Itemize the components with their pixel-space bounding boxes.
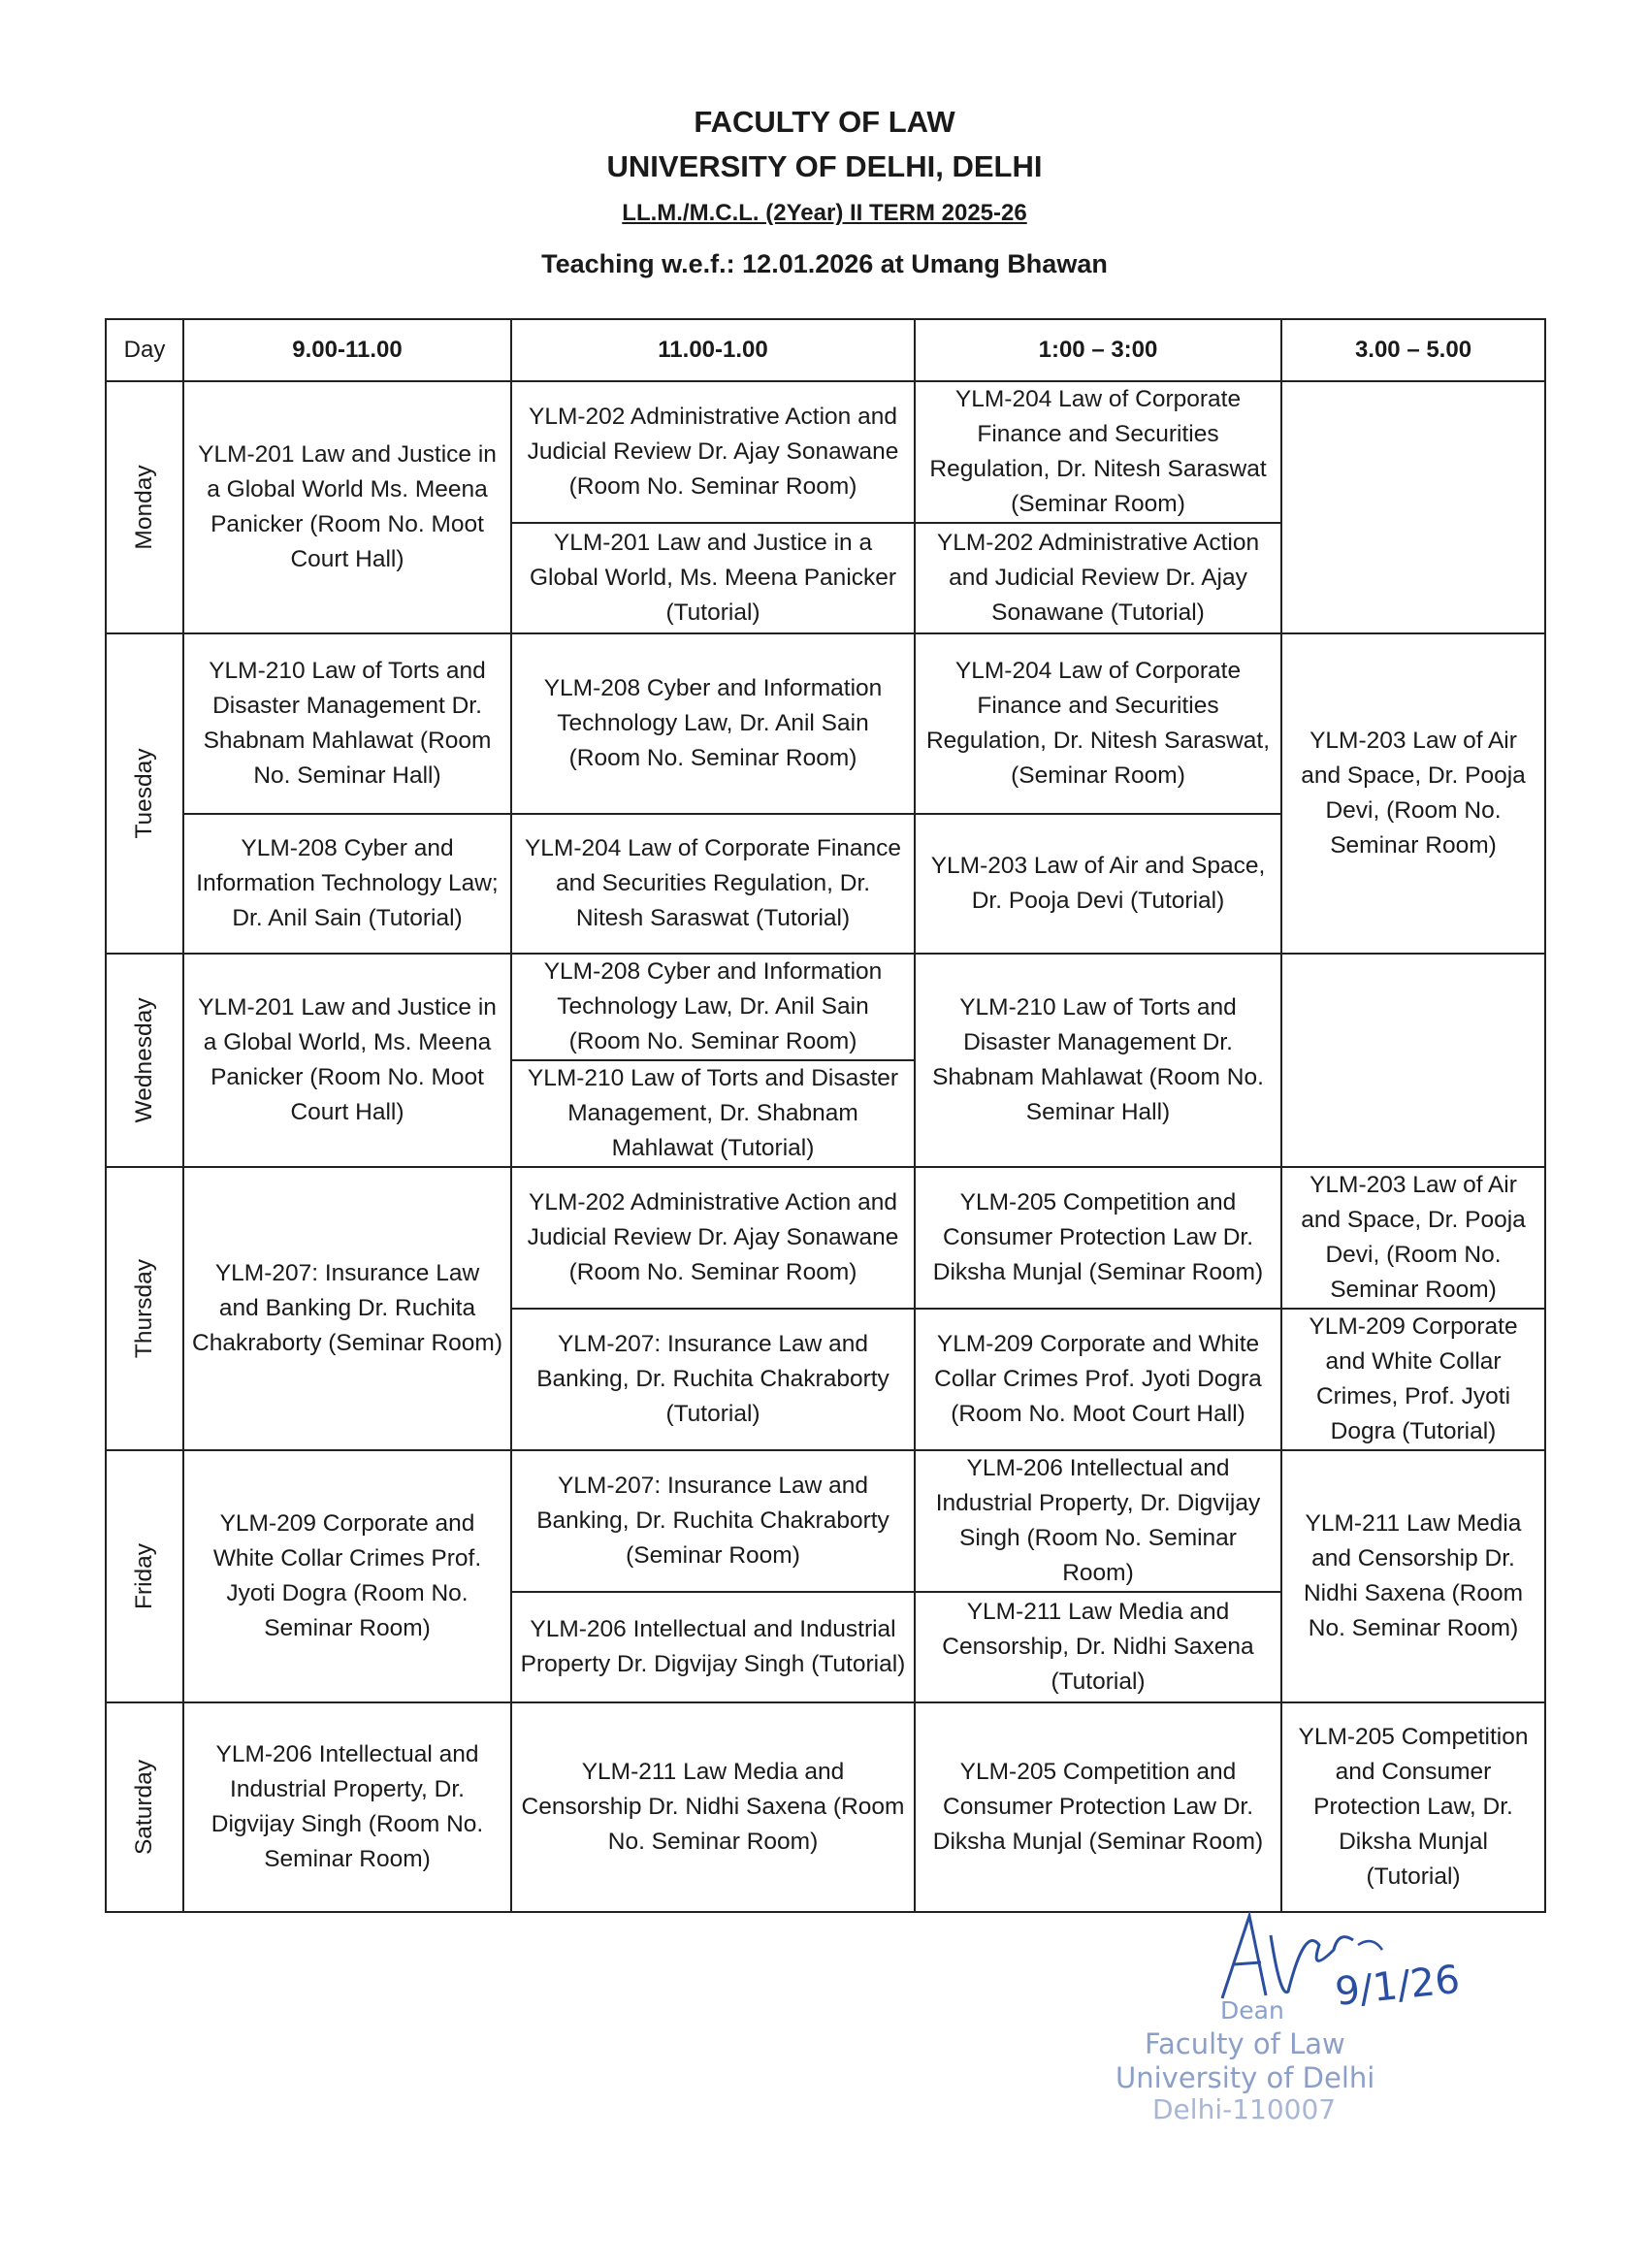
day-saturday: Saturday bbox=[106, 1702, 183, 1912]
stamp-dean: Dean bbox=[1220, 1996, 1284, 2025]
day-thursday: Thursday bbox=[106, 1167, 183, 1450]
thursday-slot-4b: YLM-209 Corporate and White Collar Crimes, Prof. Jyoti Dogra (Tutorial) bbox=[1281, 1309, 1545, 1450]
day-friday: Friday bbox=[106, 1450, 183, 1702]
tuesday-slot-2b: YLM-204 Law of Corporate Finance and Securities Regulation, Dr. Nitesh Saraswat (Tutorial) bbox=[511, 814, 915, 954]
thursday-row bbox=[106, 1167, 1545, 1309]
saturday-slot-3: YLM-205 Competition and Consumer Protection Law Dr. Diksha Munjal (Seminar Room) bbox=[915, 1702, 1281, 1912]
friday-slot-1: YLM-209 Corporate and White Collar Crimes Prof. Jyoti Dogra (Room No. Seminar Room) bbox=[183, 1450, 511, 1702]
day-monday: Monday bbox=[106, 381, 183, 633]
wednesday-slot-4 bbox=[1281, 954, 1545, 1167]
header-slot-3: 1:00 – 3:00 bbox=[915, 319, 1281, 381]
stamp-address: Delhi-110007 bbox=[1152, 2093, 1337, 2125]
monday-slot-2a: YLM-202 Administrative Action and Judicial Review Dr. Ajay Sonawane (Room No. Seminar Room) bbox=[511, 381, 915, 523]
program-term: LL.M./M.C.L. (2Year) II TERM 2025-26 bbox=[622, 200, 1027, 226]
header-day: Day bbox=[106, 319, 183, 381]
saturday-slot-1: YLM-206 Intellectual and Industrial Property, Dr. Digvijay Singh (Room No. Seminar Room) bbox=[183, 1702, 511, 1912]
tuesday-slot-1b: YLM-208 Cyber and Information Technology Law; Dr. Anil Sain (Tutorial) bbox=[183, 814, 511, 954]
monday-slot-4 bbox=[1281, 381, 1545, 633]
friday-slot-3b: YLM-211 Law Media and Censorship, Dr. Nidhi Saxena (Tutorial) bbox=[915, 1592, 1281, 1702]
signature-date: 9/1/26 bbox=[1333, 1957, 1463, 2015]
faculty-title: FACULTY OF LAW bbox=[694, 105, 955, 139]
tuesday-slot-3b: YLM-203 Law of Air and Space, Dr. Pooja Devi (Tutorial) bbox=[915, 814, 1281, 954]
tuesday-slot-4: YLM-203 Law of Air and Space, Dr. Pooja Devi, (Room No. Seminar Room) bbox=[1281, 633, 1545, 954]
monday-slot-1: YLM-201 Law and Justice in a Global World Ms. Meena Panicker (Room No. Moot Court Hall) bbox=[183, 381, 511, 633]
friday-slot-3a: YLM-206 Intellectual and Industrial Property, Dr. Digvijay Singh (Room No. Seminar Room) bbox=[915, 1450, 1281, 1592]
thursday-slot-1: YLM-207: Insurance Law and Banking Dr. Ruchita Chakraborty (Seminar Room) bbox=[183, 1167, 511, 1450]
wednesday-slot-1: YLM-201 Law and Justice in a Global World, Ms. Meena Panicker (Room No. Moot Court Hall) bbox=[183, 954, 511, 1167]
tuesday-slot-3a: YLM-204 Law of Corporate Finance and Securities Regulation, Dr. Nitesh Saraswat, (Seminar Room) bbox=[915, 633, 1281, 814]
day-tuesday: Tuesday bbox=[106, 633, 183, 954]
stamp-university: University of Delhi bbox=[1116, 2061, 1375, 2094]
tuesday-row bbox=[106, 633, 1545, 814]
wednesday-slot-3: YLM-210 Law of Torts and Disaster Management Dr. Shabnam Mahlawat (Room No. Seminar Hall) bbox=[915, 954, 1281, 1167]
wednesday-slot-2a: YLM-208 Cyber and Information Technology Law, Dr. Anil Sain (Room No. Seminar Room) bbox=[511, 954, 915, 1060]
monday-slot-2b: YLM-201 Law and Justice in a Global World, Ms. Meena Panicker (Tutorial) bbox=[511, 523, 915, 633]
wednesday-row bbox=[106, 954, 1545, 1060]
thursday-slot-2a: YLM-202 Administrative Action and Judicial Review Dr. Ajay Sonawane (Room No. Seminar Room) bbox=[511, 1167, 915, 1309]
friday-row bbox=[106, 1450, 1545, 1592]
tuesday-slot-2a: YLM-208 Cyber and Information Technology Law, Dr. Anil Sain (Room No. Seminar Room) bbox=[511, 633, 915, 814]
stamp-faculty: Faculty of Law bbox=[1145, 2027, 1345, 2060]
header-slot-4: 3.00 – 5.00 bbox=[1281, 319, 1545, 381]
monday-row bbox=[106, 381, 1545, 523]
thursday-slot-3a: YLM-205 Competition and Consumer Protection Law Dr. Diksha Munjal (Seminar Room) bbox=[915, 1167, 1281, 1309]
timetable bbox=[105, 318, 1546, 1913]
saturday-row bbox=[106, 1702, 1545, 1912]
header-slot-1: 9.00-11.00 bbox=[183, 319, 511, 381]
teaching-start-note: Teaching w.e.f.: 12.01.2026 at Umang Bhawan bbox=[541, 249, 1108, 278]
friday-slot-4: YLM-211 Law Media and Censorship Dr. Nidhi Saxena (Room No. Seminar Room) bbox=[1281, 1450, 1545, 1702]
tuesday-slot-1a: YLM-210 Law of Torts and Disaster Management Dr. Shabnam Mahlawat (Room No. Seminar Hall) bbox=[183, 633, 511, 814]
thursday-slot-4a: YLM-203 Law of Air and Space, Dr. Pooja Devi, (Room No. Seminar Room) bbox=[1281, 1167, 1545, 1309]
header-row bbox=[106, 319, 1545, 381]
wednesday-slot-2b: YLM-210 Law of Torts and Disaster Management, Dr. Shabnam Mahlawat (Tutorial) bbox=[511, 1060, 915, 1167]
thursday-slot-3b: YLM-209 Corporate and White Collar Crimes Prof. Jyoti Dogra (Room No. Moot Court Hall) bbox=[915, 1309, 1281, 1450]
university-title: UNIVERSITY OF DELHI, DELHI bbox=[606, 149, 1043, 183]
monday-slot-3a: YLM-204 Law of Corporate Finance and Securities Regulation, Dr. Nitesh Saraswat (Seminar Room) bbox=[915, 381, 1281, 523]
thursday-slot-2b: YLM-207: Insurance Law and Banking, Dr. Ruchita Chakraborty (Tutorial) bbox=[511, 1309, 915, 1450]
friday-slot-2a: YLM-207: Insurance Law and Banking, Dr. Ruchita Chakraborty (Seminar Room) bbox=[511, 1450, 915, 1592]
header-slot-2: 11.00-1.00 bbox=[511, 319, 915, 381]
day-wednesday: Wednesday bbox=[106, 954, 183, 1167]
friday-slot-2b: YLM-206 Intellectual and Industrial Property Dr. Digvijay Singh (Tutorial) bbox=[511, 1592, 915, 1702]
saturday-slot-4: YLM-205 Competition and Consumer Protection Law, Dr. Diksha Munjal (Tutorial) bbox=[1281, 1702, 1545, 1912]
monday-slot-3b: YLM-202 Administrative Action and Judicial Review Dr. Ajay Sonawane (Tutorial) bbox=[915, 523, 1281, 633]
saturday-slot-2: YLM-211 Law Media and Censorship Dr. Nidhi Saxena (Room No. Seminar Room) bbox=[511, 1702, 915, 1912]
